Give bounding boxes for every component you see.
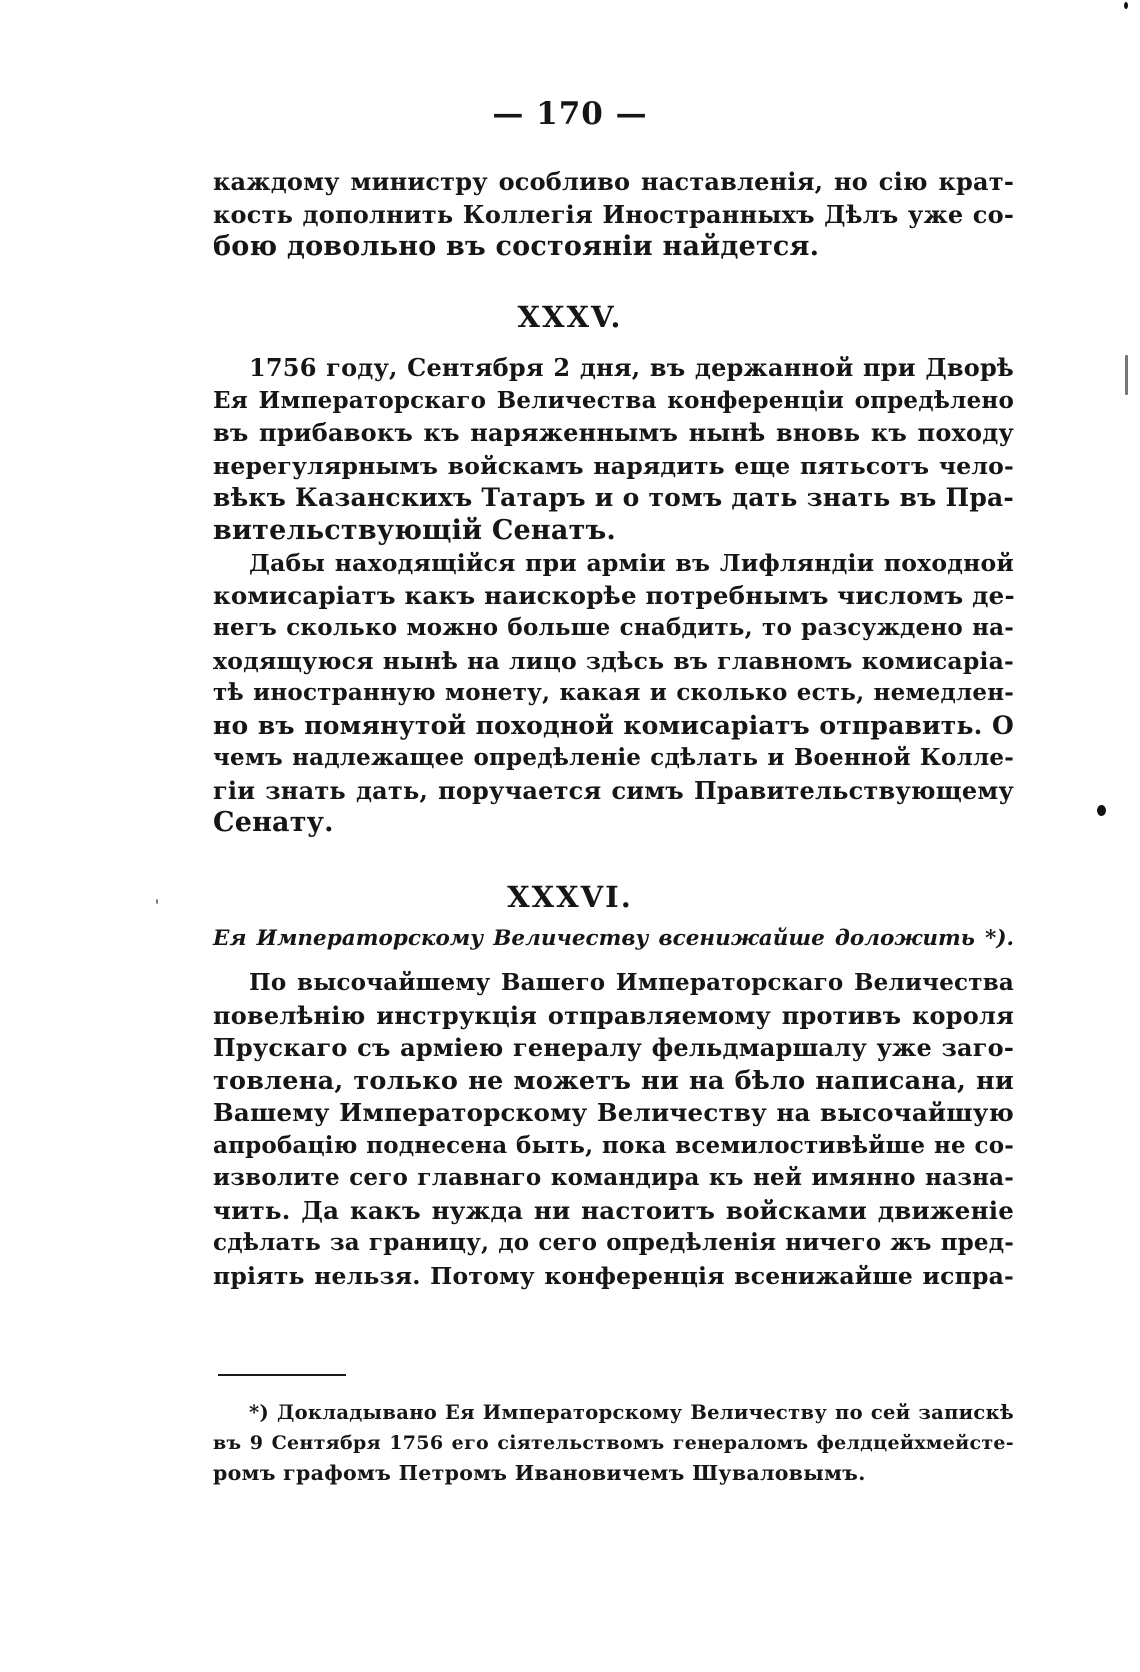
text-line: вѣкъ Казанскихъ Татаръ и о томъ дать знать въ Пра- (213, 483, 1014, 512)
text-line: негъ сколько можно больше снабдить, то разсуждено на- (213, 614, 1014, 641)
text-line: ходящуюся нынѣ на лицо здѣсь въ главномъ комисаріа- (213, 646, 1014, 675)
text-line: каждому министру особливо наставленія, но сію крат- (213, 167, 1014, 196)
footnote (213, 1398, 1014, 1488)
page-number: — 170 — (492, 96, 648, 132)
text-line: чемъ надлежащее опредѣленіе сдѣлать и Военной Колле- (213, 744, 1014, 771)
section-35-body (213, 352, 1014, 840)
text-line: гіи знать дать, поручается симъ Правительствующему (213, 775, 1014, 805)
footnote-line: *) Докладывано Ея Императорскому Величеству по сей запискѣ (249, 1401, 1014, 1424)
text-line: чить. Да какъ нужда ни настоитъ войсками движеніе (213, 1195, 1014, 1225)
text-line: 1756 году, Сентября 2 дня, въ держанной при Дворѣ (249, 353, 1014, 382)
text-line: но въ помянутой походной комисаріатъ отправить. О (213, 710, 1014, 740)
text-line: комисаріатъ какъ наискорѣе потребнымъ числомъ де- (213, 580, 1015, 610)
text-line: вительствующій Сенатъ. (213, 514, 617, 546)
section-heading: XXXVI. (507, 880, 633, 914)
text-line: По высочайшему Вашего Императорскаго Величества (249, 969, 1014, 996)
text-line: пріять нельзя. Потому конференція всенижайше испра- (213, 1261, 1014, 1290)
text-line: апробацію поднесена быть, пока всемилостивѣйше не со- (213, 1131, 1014, 1159)
text-line: товлена, только не можетъ ни на бѣло написана, ни (213, 1065, 1014, 1096)
section-heading: XXXV. (517, 300, 623, 334)
footnote-divider (218, 1374, 346, 1376)
text-line: Вашему Императорскому Величеству на высочайшую (213, 1098, 1014, 1127)
text-line: нерегулярнымъ войскамъ нарядить еще пятьсотъ чело- (213, 451, 1014, 480)
text-line: Сенату. (213, 807, 334, 838)
text-line: Дабы находящійся при арміи въ Лифляндіи походной (249, 549, 1014, 577)
text-line: повелѣнію инструкція отправляемому противъ короля (213, 1000, 1014, 1030)
text-line: бою довольно въ состояніи найдется. (213, 231, 820, 262)
text-line: Прускаго съ арміею генералу фельдмаршалу уже заго- (213, 1033, 1014, 1062)
text-line: въ прибавокъ къ наряженнымъ нынѣ вновь къ походу (213, 418, 1014, 447)
section-36-body (213, 967, 1014, 1292)
text-line: изволите сего главнаго командира къ ней имянно назна- (213, 1164, 1014, 1191)
text-line: тѣ иностранную монету, какая и сколько есть, немедлен- (213, 679, 1014, 706)
scan-speck (1124, 2, 1128, 9)
section-subheading: Ея Императорскому Величеству всенижайше доложить *). (213, 926, 1014, 951)
text-line: сдѣлать за границу, до сего опредѣленія ничего жъ пред- (213, 1229, 1014, 1256)
footnote-line: въ 9 Сентября 1756 его сіятельствомъ генераломъ фелдцейхмейсте- (213, 1432, 1014, 1454)
text-line: кость дополнить Коллегія Иностранныхъ Дѣлъ уже со- (213, 199, 1014, 229)
continuation-text (213, 166, 1014, 264)
text-line: Ея Императорскаго Величества конференціи опредѣлено (213, 386, 1014, 414)
footnote-line: ромъ графомъ Петромъ Ивановичемъ Шуваловымъ. (213, 1461, 866, 1485)
scan-speck (1097, 805, 1106, 816)
scan-speck (1125, 355, 1128, 395)
